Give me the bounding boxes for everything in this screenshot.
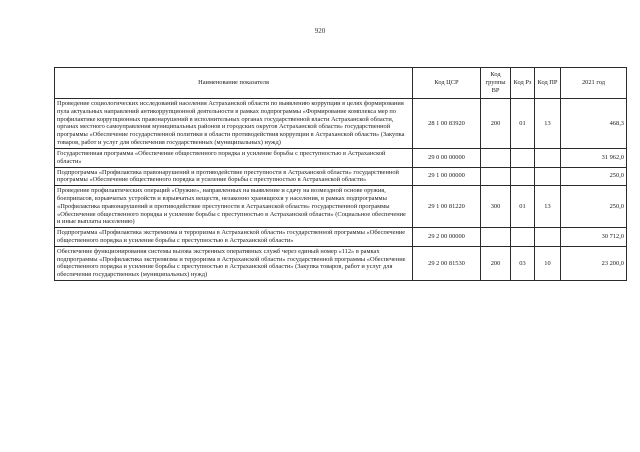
row-vr (481, 228, 511, 247)
row-vr: 200 (481, 99, 511, 149)
row-rz (511, 167, 535, 186)
row-vr (481, 167, 511, 186)
row-csr: 28 1 00 83920 (413, 99, 481, 149)
page-number: 920 (314, 27, 326, 35)
header-csr: Код ЦСР (413, 68, 481, 99)
row-vr: 200 (481, 246, 511, 280)
row-pr: 13 (535, 186, 561, 228)
row-pr (535, 148, 561, 167)
row-rz (511, 228, 535, 247)
table-row (55, 148, 627, 167)
row-name: Государственная программа «Обеспечение общественного порядка и усиление борьбы с преступностью в Астраханской области» (55, 148, 413, 167)
row-csr: 29 2 00 00000 (413, 228, 481, 247)
row-csr: 29 1 00 81220 (413, 186, 481, 228)
table-row (55, 228, 627, 247)
row-amount: 468,3 (561, 99, 627, 149)
row-name: Обеспечение функционирования системы вызова экстренных оперативных служб через единый номер «112» в рамках подпрограммы «Профилактика экстремизма и терроризма в Астраханской области» государственной программы «Обеспечение общественного порядка и усиление борьбы с преступностью в Астраханской области» (Закупка товаров, работ и услуг для обеспечения государственных (муниципальных) нужд) (55, 246, 413, 280)
table-row (55, 167, 627, 186)
row-rz: 03 (511, 246, 535, 280)
row-vr (481, 148, 511, 167)
row-rz: 01 (511, 99, 535, 149)
row-amount: 30 712,0 (561, 228, 627, 247)
budget-table (54, 67, 627, 281)
row-amount: 23 200,0 (561, 246, 627, 280)
row-csr: 29 1 00 00000 (413, 167, 481, 186)
header-name: Наименование показателя (55, 68, 413, 99)
row-rz (511, 148, 535, 167)
row-amount: 250,0 (561, 186, 627, 228)
header-year: 2021 год (561, 68, 627, 99)
row-name: Проведение профилактических операций «Оружие», направленных на выявление и сдачу на возмездной основе оружия, боеприпасов, взрывчатых устройств и взрывчатых веществ, незаконно хранящихся у населения, в рамках подпрограммы «Профилактика правонарушений и противодействие преступности в Астраханской области» государственной программы «Обеспечение общественного порядка и усиление борьбы с преступностью в Астраханской области» (Социальное обеспечение и иные выплаты населению) (55, 186, 413, 228)
row-vr: 300 (481, 186, 511, 228)
header-rz: Код Рз (511, 68, 535, 99)
row-name: Проведение социологических исследований населения Астраханской области по выявлению коррупции в целях формирования пула актуальных направлений антикоррупционной деятельности в рамках подпрограммы «Формирование комплекса мер по профилактике коррупционных правонарушений в исполнительных органах государственной власти Астраханской области, органах местного самоуправления муниципальных районов и городских округов Астраханской области» государственной программы «Обеспечение государственной политики в области противодействия коррупции в Астраханской области» (Закупка товаров, работ и услуг для обеспечения государственных (муниципальных) нужд) (55, 99, 413, 149)
header-vr: Код группы ВР (481, 68, 511, 99)
row-amount: 250,0 (561, 167, 627, 186)
row-name: Подпрограмма «Профилактика правонарушений и противодействие преступности в Астраханской области» государственной программы «Обеспечение общественного порядка и усиление борьбы с преступностью в Астраханской области» (55, 167, 413, 186)
row-csr: 29 2 00 81530 (413, 246, 481, 280)
table-row (55, 246, 627, 280)
table-row (55, 186, 627, 228)
table-header-row (55, 68, 627, 99)
row-pr: 10 (535, 246, 561, 280)
row-pr: 13 (535, 99, 561, 149)
row-pr (535, 228, 561, 247)
row-csr: 29 0 00 00000 (413, 148, 481, 167)
row-name: Подпрограмма «Профилактика экстремизма и терроризма в Астраханской области» государственной программы «Обеспечение общественного порядка и усиление борьбы с преступностью в Астраханской области» (55, 228, 413, 247)
row-rz: 01 (511, 186, 535, 228)
row-amount: 31 962,0 (561, 148, 627, 167)
header-pr: Код ПР (535, 68, 561, 99)
table-row (55, 99, 627, 149)
row-pr (535, 167, 561, 186)
